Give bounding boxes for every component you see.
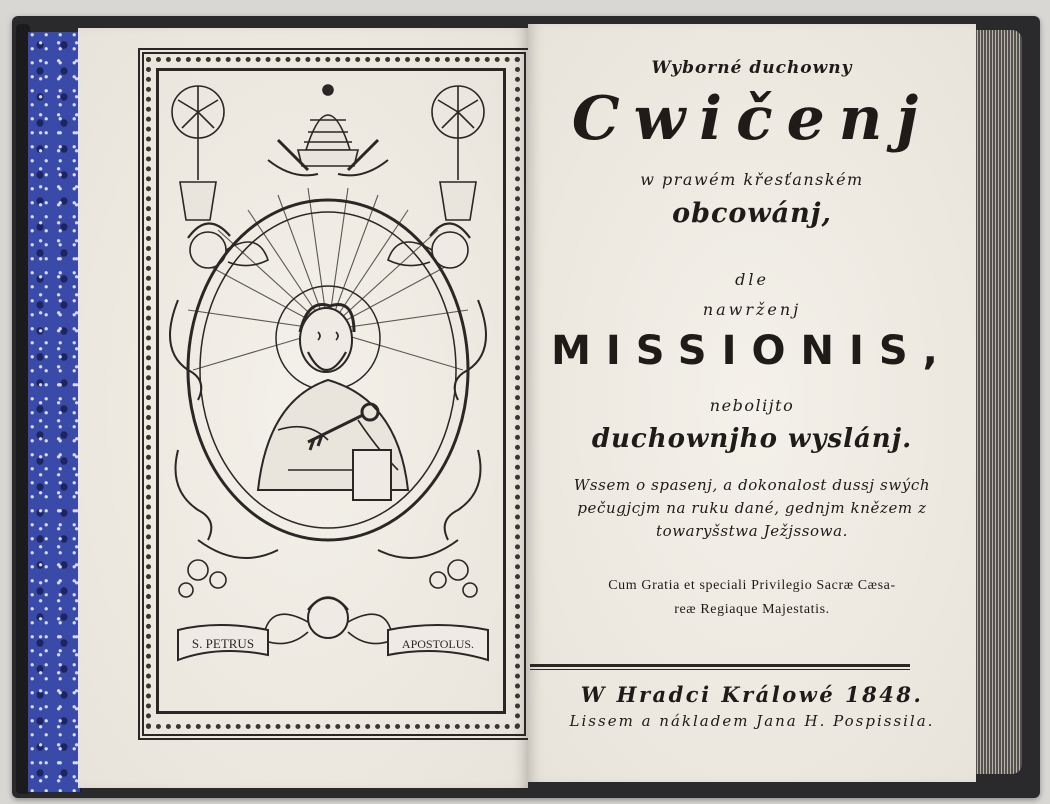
cherub-left-icon — [188, 223, 268, 268]
cherub-right-icon — [388, 223, 470, 268]
title-line-9: duchownjho wyslánj. — [591, 424, 913, 454]
divider-rule-thin — [530, 669, 910, 670]
title-line-6: nawrženj — [702, 300, 802, 319]
papal-tiara-icon — [268, 85, 388, 175]
page-edges — [974, 30, 1022, 774]
flower-pot-right-icon — [432, 86, 484, 220]
bottom-cherub-icon — [263, 598, 393, 644]
privilege-block — [528, 574, 976, 622]
title-missionis: MISSIONIS, — [551, 328, 953, 374]
saint-peter-figure — [258, 304, 408, 500]
book-title: Cwičenj — [571, 84, 933, 154]
saint-peter-woodcut — [158, 70, 498, 706]
flower-garland-left — [179, 560, 226, 597]
imprint-place-year: W Hradci Králowé 1848. — [580, 682, 924, 707]
flower-garland-right — [430, 560, 477, 597]
subtitle-line: Wyborné duchowny — [651, 58, 853, 78]
banner-right-text: APOSTOLUS. — [401, 637, 475, 651]
privilege-line: reæ Regiaque Majestatis. — [674, 602, 830, 617]
book-icon — [353, 450, 391, 500]
description-line: towaryšstwa Ježjssowa. — [655, 522, 849, 540]
flower-pot-left-icon — [172, 86, 224, 220]
patterned-spine-cloth — [28, 32, 82, 792]
divider-rule — [530, 664, 910, 667]
description-line: pečugjcjm na ruku dané, gednjm knězem z — [577, 499, 927, 517]
banner-left-text: S. PETRUS — [191, 636, 255, 651]
title-line-4: obcowánj, — [672, 198, 832, 229]
description-line: Wssem o spasenj, a dokonalost dussj swých — [573, 476, 931, 494]
title-line-3: w prawém křesťanském — [640, 170, 864, 189]
title-line-5: dle — [735, 270, 769, 289]
description-block — [528, 474, 976, 543]
privilege-line: Cum Gratia et speciali Privilegio Sacræ Cæsa- — [608, 578, 896, 593]
imprint-publisher: Lissem a nákladem Jana H. Pospissila. — [569, 712, 935, 730]
title-line-8: nebolijto — [709, 396, 795, 415]
